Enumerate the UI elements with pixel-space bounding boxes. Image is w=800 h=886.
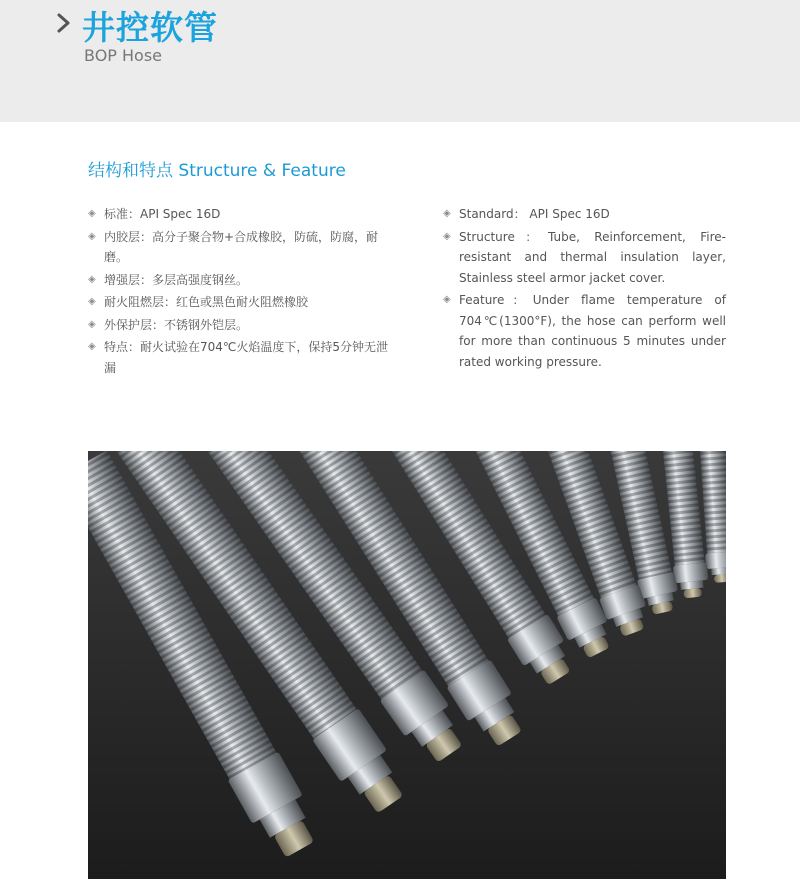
diamond-bullet-icon: ◈ xyxy=(443,230,451,242)
page-subtitle: BOP Hose xyxy=(84,46,163,65)
list-item xyxy=(443,204,726,225)
list-item-text: 增强层：多层高强度钢丝。 xyxy=(104,272,249,287)
list-item-text: 特点：耐火试验在704℃火焰温度下，保持5分钟无泄漏 xyxy=(104,340,389,375)
list-item-text: 耐火阻燃层：红色或黑色耐火阻燃橡胶 xyxy=(104,295,309,309)
list-item xyxy=(88,270,398,291)
list-item-text: 标准：API Spec 16D xyxy=(104,207,221,221)
diamond-bullet-icon: ◈ xyxy=(88,341,96,352)
list-item-text: Feature：Under flame temperature of 704℃(1300°F), the hose can perform well for more than continuous 5 minutes under rated working pressure. xyxy=(459,293,726,369)
list-item-text: Structure：Tube, Reinforcement, Fire-resistant and thermal insulation layer, Stainless steel armor jacket cover. xyxy=(459,229,726,285)
list-item xyxy=(88,292,398,313)
page-title: 井控软管 xyxy=(82,8,218,47)
list-item-text: 内胶层：高分子聚合物+合成橡胶，防硫，防腐，耐磨。 xyxy=(104,229,379,264)
diamond-bullet-icon: ◈ xyxy=(88,296,96,307)
hose-illustration xyxy=(88,451,726,879)
diamond-bullet-icon: ◈ xyxy=(443,208,451,219)
list-item xyxy=(88,227,398,268)
chevron-right-icon xyxy=(54,10,74,36)
diamond-bullet-icon: ◈ xyxy=(88,230,96,242)
diamond-bullet-icon: ◈ xyxy=(88,318,96,330)
list-item xyxy=(443,290,726,372)
list-item xyxy=(88,337,398,378)
product-photo xyxy=(88,451,726,879)
list-item xyxy=(88,204,398,225)
list-item xyxy=(443,227,726,289)
section-title: 结构和特点 Structure & Feature xyxy=(88,161,346,181)
diamond-bullet-icon: ◈ xyxy=(443,294,451,305)
list-item-text: 外保护层：不锈钢外铠层。 xyxy=(104,317,249,332)
diamond-bullet-icon: ◈ xyxy=(88,208,96,219)
features-zh-list xyxy=(88,204,398,380)
diamond-bullet-icon: ◈ xyxy=(88,273,96,285)
features-en-list xyxy=(443,204,726,374)
header-banner xyxy=(0,0,800,122)
list-item xyxy=(88,315,398,336)
list-item-text: Standard： API Spec 16D xyxy=(459,207,610,221)
